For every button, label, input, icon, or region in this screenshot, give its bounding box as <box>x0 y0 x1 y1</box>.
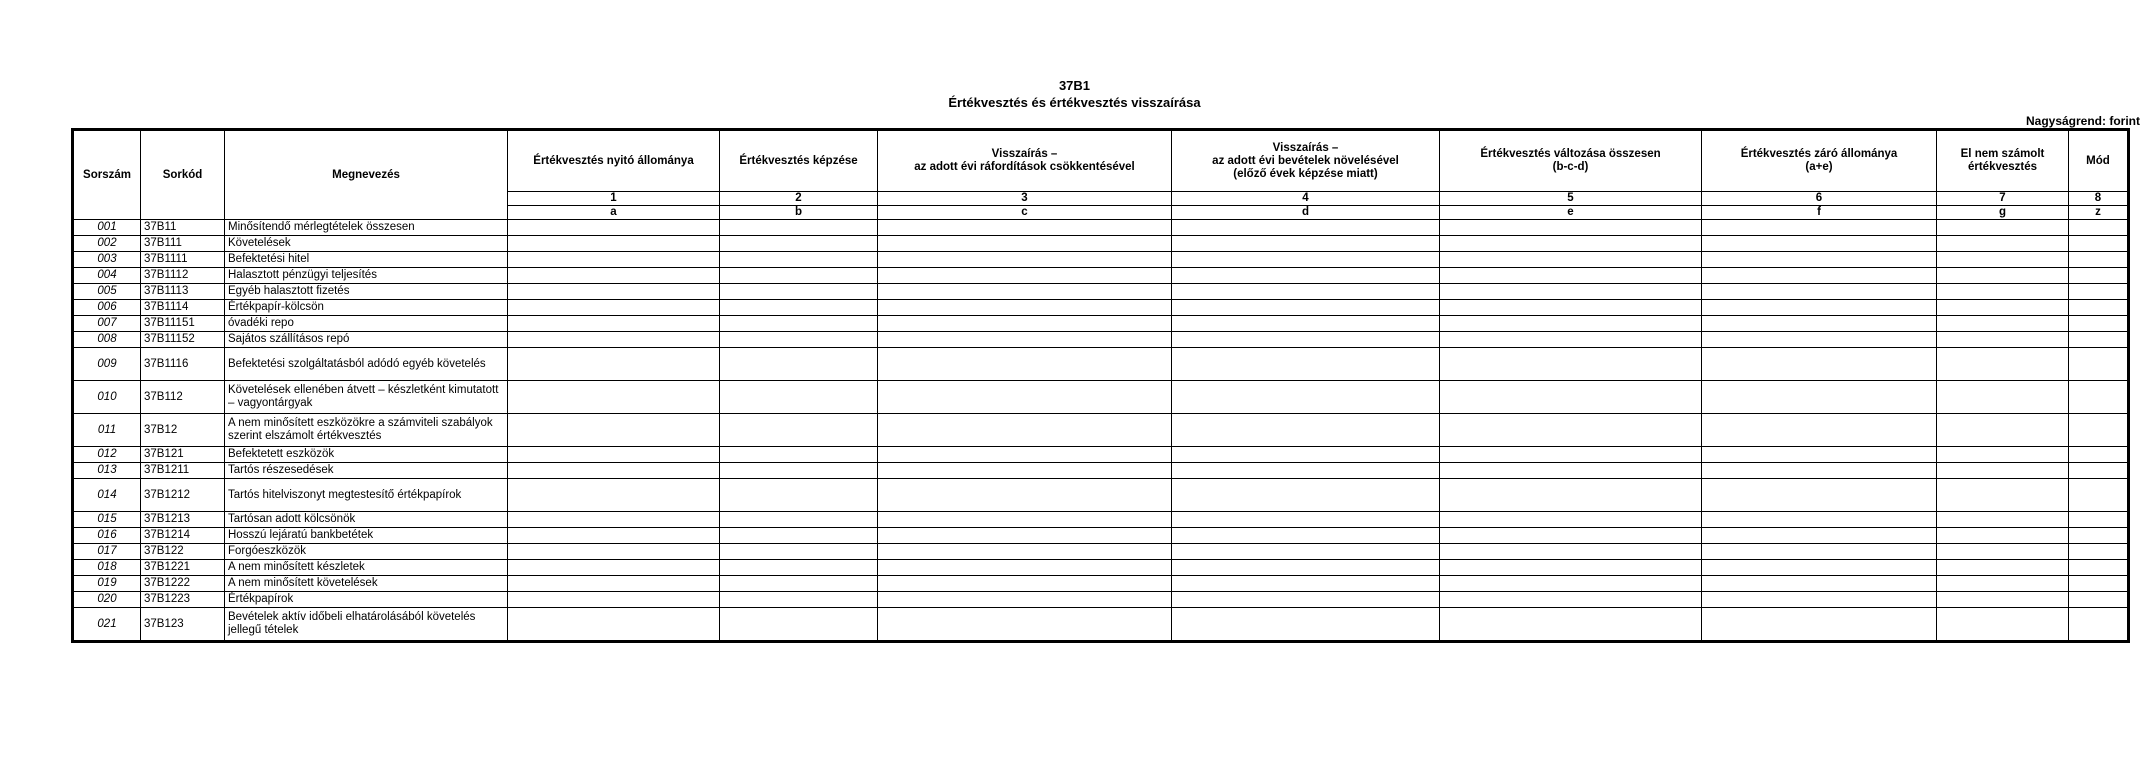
row-number: 010 <box>73 381 141 414</box>
row-name: A nem minősített követelések <box>225 576 508 592</box>
input-cell[interactable] <box>2069 348 2129 381</box>
input-cell[interactable] <box>1172 560 1440 576</box>
row-code: 37B1223 <box>141 592 225 608</box>
row-name: Értékpapír-kölcsön <box>225 300 508 316</box>
col-header-5-line2: (b-c-d) <box>1552 161 1589 173</box>
col-header-1: Értékvesztés nyitó állománya <box>508 130 720 192</box>
table-row <box>73 252 2129 268</box>
row-code: 37B1111 <box>141 252 225 268</box>
input-cell[interactable] <box>1172 300 1440 316</box>
row-name: Sajátos szállításos repó <box>225 332 508 348</box>
table-row <box>73 220 2129 236</box>
table-row <box>73 300 2129 316</box>
row-name: Befektetési szolgáltatásból adódó egyéb követelés <box>225 348 508 381</box>
input-cell[interactable] <box>1440 560 1702 576</box>
input-cell[interactable] <box>878 544 1172 560</box>
input-cell[interactable] <box>508 576 720 592</box>
input-cell[interactable] <box>508 268 720 284</box>
header-row <box>73 130 2129 192</box>
input-cell[interactable] <box>1172 316 1440 332</box>
input-cell[interactable] <box>1702 381 1937 414</box>
input-cell[interactable] <box>1937 381 2069 414</box>
input-cell[interactable] <box>508 332 720 348</box>
input-cell[interactable] <box>508 479 720 512</box>
row-number: 006 <box>73 300 141 316</box>
row-name: Tartós hitelviszonyt megtestesítő értékpapírok <box>225 479 508 512</box>
input-cell[interactable] <box>720 528 878 544</box>
input-cell[interactable] <box>1440 300 1702 316</box>
input-cell[interactable] <box>878 512 1172 528</box>
input-cell[interactable] <box>1440 316 1702 332</box>
input-cell[interactable] <box>2069 560 2129 576</box>
input-cell[interactable] <box>1702 284 1937 300</box>
input-cell[interactable] <box>508 348 720 381</box>
col-header-7-line1: El nem számolt <box>1960 148 2045 160</box>
col-header-4-line2: az adott évi bevételek növelésével <box>1212 154 1399 167</box>
input-cell[interactable] <box>1937 463 2069 479</box>
input-cell[interactable] <box>1172 479 1440 512</box>
table-row <box>73 268 2129 284</box>
input-cell[interactable] <box>2069 608 2129 642</box>
row-code: 37B123 <box>141 608 225 642</box>
col-header-2: Értékvesztés képzése <box>720 130 878 192</box>
input-cell[interactable] <box>1172 268 1440 284</box>
col-header-4-line3: (előző évek képzése miatt) <box>1233 167 1378 180</box>
input-cell[interactable] <box>720 479 878 512</box>
row-name: Forgóeszközök <box>225 544 508 560</box>
input-cell[interactable] <box>1440 348 1702 381</box>
col-header-5 <box>1440 130 1702 192</box>
table-row <box>73 544 2129 560</box>
row-name: Követelések <box>225 236 508 252</box>
input-cell[interactable] <box>720 544 878 560</box>
input-cell[interactable] <box>508 300 720 316</box>
row-number: 021 <box>73 608 141 642</box>
input-cell[interactable] <box>1172 592 1440 608</box>
input-cell[interactable] <box>878 284 1172 300</box>
col-number-7: 7 <box>1937 192 2069 206</box>
input-cell[interactable] <box>720 381 878 414</box>
input-cell[interactable] <box>720 592 878 608</box>
input-cell[interactable] <box>1440 332 1702 348</box>
col-header-6-line2: (a+e) <box>1805 161 1833 173</box>
table-row <box>73 332 2129 348</box>
col-number-3: 3 <box>878 192 1172 206</box>
row-number: 016 <box>73 528 141 544</box>
row-code: 37B122 <box>141 544 225 560</box>
row-number: 018 <box>73 560 141 576</box>
row-code: 37B1214 <box>141 528 225 544</box>
row-name: Tartós részesedések <box>225 463 508 479</box>
table-row <box>73 479 2129 512</box>
input-cell[interactable] <box>2069 479 2129 512</box>
input-cell[interactable] <box>1172 544 1440 560</box>
col-number-8: 8 <box>2069 192 2129 206</box>
input-cell[interactable] <box>720 414 878 447</box>
input-cell[interactable] <box>1440 592 1702 608</box>
row-code: 37B1116 <box>141 348 225 381</box>
input-cell[interactable] <box>1702 479 1937 512</box>
table-row <box>73 608 2129 642</box>
col-header-3 <box>878 130 1172 192</box>
input-cell[interactable] <box>878 381 1172 414</box>
input-cell[interactable] <box>1702 348 1937 381</box>
input-cell[interactable] <box>720 447 878 463</box>
input-cell[interactable] <box>878 463 1172 479</box>
input-cell[interactable] <box>1937 479 2069 512</box>
row-code: 37B1222 <box>141 576 225 592</box>
input-cell[interactable] <box>1702 236 1937 252</box>
input-cell[interactable] <box>1172 381 1440 414</box>
input-cell[interactable] <box>878 576 1172 592</box>
row-code: 37B11 <box>141 220 225 236</box>
input-cell[interactable] <box>508 447 720 463</box>
input-cell[interactable] <box>1937 576 2069 592</box>
row-code: 37B1211 <box>141 463 225 479</box>
input-cell[interactable] <box>1702 544 1937 560</box>
input-cell[interactable] <box>878 414 1172 447</box>
input-cell[interactable] <box>1937 348 2069 381</box>
input-cell[interactable] <box>1937 252 2069 268</box>
input-cell[interactable] <box>720 268 878 284</box>
input-cell[interactable] <box>2069 332 2129 348</box>
input-cell[interactable] <box>1440 608 1702 642</box>
input-cell[interactable] <box>508 252 720 268</box>
table-row <box>73 236 2129 252</box>
input-cell[interactable] <box>508 544 720 560</box>
input-cell[interactable] <box>1440 528 1702 544</box>
input-cell[interactable] <box>1172 576 1440 592</box>
input-cell[interactable] <box>720 576 878 592</box>
row-name: A nem minősített készletek <box>225 560 508 576</box>
input-cell[interactable] <box>720 463 878 479</box>
input-cell[interactable] <box>2069 544 2129 560</box>
input-cell[interactable] <box>2069 300 2129 316</box>
row-code: 37B1113 <box>141 284 225 300</box>
input-cell[interactable] <box>720 332 878 348</box>
input-cell[interactable] <box>1702 316 1937 332</box>
input-cell[interactable] <box>1937 560 2069 576</box>
row-number: 011 <box>73 414 141 447</box>
input-cell[interactable] <box>1937 528 2069 544</box>
row-name: Bevételek aktív időbeli elhatárolásából követelés jellegű tételek <box>225 608 508 642</box>
data-table <box>71 128 2130 643</box>
row-code: 37B1114 <box>141 300 225 316</box>
table-row <box>73 576 2129 592</box>
col-letter-f: f <box>1702 206 1937 220</box>
input-cell[interactable] <box>720 236 878 252</box>
input-cell[interactable] <box>720 284 878 300</box>
input-cell[interactable] <box>1702 220 1937 236</box>
row-code: 37B1221 <box>141 560 225 576</box>
input-cell[interactable] <box>878 220 1172 236</box>
row-name: Minősítendő mérlegtételek összesen <box>225 220 508 236</box>
input-cell[interactable] <box>878 236 1172 252</box>
table-row <box>73 528 2129 544</box>
input-cell[interactable] <box>1172 463 1440 479</box>
input-cell[interactable] <box>878 608 1172 642</box>
col-header-8: Mód <box>2069 130 2129 192</box>
table-row <box>73 463 2129 479</box>
input-cell[interactable] <box>508 381 720 414</box>
input-cell[interactable] <box>508 512 720 528</box>
input-cell[interactable] <box>1172 220 1440 236</box>
input-cell[interactable] <box>1937 236 2069 252</box>
input-cell[interactable] <box>508 608 720 642</box>
input-cell[interactable] <box>1702 560 1937 576</box>
row-code: 37B12 <box>141 414 225 447</box>
col-number-6: 6 <box>1702 192 1937 206</box>
table-row <box>73 560 2129 576</box>
input-cell[interactable] <box>2069 220 2129 236</box>
col-header-6 <box>1702 130 1937 192</box>
input-cell[interactable] <box>1440 447 1702 463</box>
input-cell[interactable] <box>508 528 720 544</box>
input-cell[interactable] <box>1937 414 2069 447</box>
input-cell[interactable] <box>878 560 1172 576</box>
form-title: Értékvesztés és értékvesztés visszaírása <box>948 95 1201 110</box>
input-cell[interactable] <box>1172 414 1440 447</box>
input-cell[interactable] <box>2069 414 2129 447</box>
input-cell[interactable] <box>878 592 1172 608</box>
input-cell[interactable] <box>1702 576 1937 592</box>
input-cell[interactable] <box>1702 463 1937 479</box>
col-header-6-line1: Értékvesztés záró állománya <box>1740 148 1898 160</box>
input-cell[interactable] <box>1937 332 2069 348</box>
row-name: A nem minősített eszközökre a számviteli szabályok szerint elszámolt értékvesztés <box>225 414 508 447</box>
input-cell[interactable] <box>508 414 720 447</box>
input-cell[interactable] <box>2069 592 2129 608</box>
table-row <box>73 381 2129 414</box>
col-number-4: 4 <box>1172 192 1440 206</box>
input-cell[interactable] <box>1172 447 1440 463</box>
input-cell[interactable] <box>1440 236 1702 252</box>
table-row <box>73 512 2129 528</box>
input-cell[interactable] <box>1172 252 1440 268</box>
input-cell[interactable] <box>508 463 720 479</box>
row-number: 007 <box>73 316 141 332</box>
input-cell[interactable] <box>1937 284 2069 300</box>
row-name: Befektetési hitel <box>225 252 508 268</box>
input-cell[interactable] <box>878 316 1172 332</box>
input-cell[interactable] <box>1937 512 2069 528</box>
input-cell[interactable] <box>508 220 720 236</box>
input-cell[interactable] <box>878 447 1172 463</box>
row-name: Értékpapírok <box>225 592 508 608</box>
input-cell[interactable] <box>1440 544 1702 560</box>
col-header-7-line2: értékvesztés <box>1967 161 2038 173</box>
row-name: óvadéki repo <box>225 316 508 332</box>
row-name: Egyéb halasztott fizetés <box>225 284 508 300</box>
input-cell[interactable] <box>2069 316 2129 332</box>
input-cell[interactable] <box>1937 316 2069 332</box>
row-number: 005 <box>73 284 141 300</box>
col-letter-g: g <box>1937 206 2069 220</box>
input-cell[interactable] <box>878 300 1172 316</box>
input-cell[interactable] <box>508 316 720 332</box>
col-letter-b: b <box>720 206 878 220</box>
row-number: 009 <box>73 348 141 381</box>
input-cell[interactable] <box>1702 332 1937 348</box>
input-cell[interactable] <box>2069 236 2129 252</box>
input-cell[interactable] <box>1702 512 1937 528</box>
col-header-3-line2: az adott évi ráfordítások csökkentésével <box>914 161 1135 173</box>
row-code: 37B11151 <box>141 316 225 332</box>
input-cell[interactable] <box>720 348 878 381</box>
row-number: 020 <box>73 592 141 608</box>
col-header-7 <box>1937 130 2069 192</box>
table-row <box>73 592 2129 608</box>
input-cell[interactable] <box>1702 608 1937 642</box>
input-cell[interactable] <box>878 252 1172 268</box>
col-header-megnevezes: Megnevezés <box>225 130 508 220</box>
row-number: 001 <box>73 220 141 236</box>
col-letter-e: e <box>1440 206 1702 220</box>
input-cell[interactable] <box>720 220 878 236</box>
row-number: 002 <box>73 236 141 252</box>
input-cell[interactable] <box>2069 447 2129 463</box>
input-cell[interactable] <box>720 512 878 528</box>
input-cell[interactable] <box>1440 381 1702 414</box>
table-row <box>73 414 2129 447</box>
input-cell[interactable] <box>1440 268 1702 284</box>
table-row <box>73 316 2129 332</box>
row-code: 37B112 <box>141 381 225 414</box>
col-header-5-line1: Értékvesztés változása összesen <box>1480 148 1661 160</box>
input-cell[interactable] <box>2069 268 2129 284</box>
col-number-1: 1 <box>508 192 720 206</box>
input-cell[interactable] <box>1440 284 1702 300</box>
input-cell[interactable] <box>878 268 1172 284</box>
table-row <box>73 447 2129 463</box>
col-letter-c: c <box>878 206 1172 220</box>
input-cell[interactable] <box>508 560 720 576</box>
row-name: Tartósan adott kölcsönök <box>225 512 508 528</box>
input-cell[interactable] <box>508 284 720 300</box>
form-code: 37B1 <box>1058 78 1091 93</box>
row-code: 37B111 <box>141 236 225 252</box>
input-cell[interactable] <box>1172 236 1440 252</box>
input-cell[interactable] <box>508 236 720 252</box>
input-cell[interactable] <box>1440 463 1702 479</box>
col-letter-d: d <box>1172 206 1440 220</box>
input-cell[interactable] <box>1937 608 2069 642</box>
input-cell[interactable] <box>1702 414 1937 447</box>
col-header-3-line1: Visszaírás – <box>991 148 1058 160</box>
input-cell[interactable] <box>2069 512 2129 528</box>
input-cell[interactable] <box>1702 528 1937 544</box>
input-cell[interactable] <box>1440 576 1702 592</box>
row-code: 37B1213 <box>141 512 225 528</box>
input-cell[interactable] <box>2069 576 2129 592</box>
input-cell[interactable] <box>1172 284 1440 300</box>
row-name: Követelések ellenében átvett – készletként kimutatott – vagyontárgyak <box>225 381 508 414</box>
input-cell[interactable] <box>1440 220 1702 236</box>
input-cell[interactable] <box>1172 512 1440 528</box>
table-row <box>73 284 2129 300</box>
input-cell[interactable] <box>2069 463 2129 479</box>
row-code: 37B1112 <box>141 268 225 284</box>
row-code: 37B11152 <box>141 332 225 348</box>
input-cell[interactable] <box>720 316 878 332</box>
input-cell[interactable] <box>1702 268 1937 284</box>
col-header-4-line1: Visszaírás – <box>1272 141 1339 154</box>
input-cell[interactable] <box>720 560 878 576</box>
row-number: 017 <box>73 544 141 560</box>
col-header-sorszam: Sorszám <box>73 130 141 220</box>
col-number-2: 2 <box>720 192 878 206</box>
input-cell[interactable] <box>2069 284 2129 300</box>
input-cell[interactable] <box>1702 447 1937 463</box>
input-cell[interactable] <box>1172 608 1440 642</box>
unit-label: Nagyságrend: forint <box>2025 114 2140 128</box>
input-cell[interactable] <box>2069 252 2129 268</box>
input-cell[interactable] <box>1440 512 1702 528</box>
input-cell[interactable] <box>1440 414 1702 447</box>
row-number: 012 <box>73 447 141 463</box>
row-code: 37B121 <box>141 447 225 463</box>
row-number: 008 <box>73 332 141 348</box>
input-cell[interactable] <box>1440 252 1702 268</box>
row-number: 003 <box>73 252 141 268</box>
input-cell[interactable] <box>1937 220 2069 236</box>
input-cell[interactable] <box>1937 268 2069 284</box>
input-cell[interactable] <box>1172 528 1440 544</box>
input-cell[interactable] <box>878 332 1172 348</box>
input-cell[interactable] <box>878 479 1172 512</box>
input-cell[interactable] <box>720 608 878 642</box>
col-letter-a: a <box>508 206 720 220</box>
col-letter-z: z <box>2069 206 2129 220</box>
input-cell[interactable] <box>1937 544 2069 560</box>
input-cell[interactable] <box>1440 479 1702 512</box>
row-number: 013 <box>73 463 141 479</box>
input-cell[interactable] <box>878 348 1172 381</box>
row-number: 014 <box>73 479 141 512</box>
col-header-4 <box>1172 130 1440 192</box>
col-header-sorkod: Sorkód <box>141 130 225 220</box>
col-number-5: 5 <box>1440 192 1702 206</box>
input-cell[interactable] <box>1172 348 1440 381</box>
input-cell[interactable] <box>1702 252 1937 268</box>
input-cell[interactable] <box>720 300 878 316</box>
input-cell[interactable] <box>1172 332 1440 348</box>
row-number: 015 <box>73 512 141 528</box>
row-name: Befektetett eszközök <box>225 447 508 463</box>
input-cell[interactable] <box>720 252 878 268</box>
input-cell[interactable] <box>1702 300 1937 316</box>
input-cell[interactable] <box>508 592 720 608</box>
input-cell[interactable] <box>1937 447 2069 463</box>
input-cell[interactable] <box>1937 300 2069 316</box>
row-name: Halasztott pénzügyi teljesítés <box>225 268 508 284</box>
row-number: 019 <box>73 576 141 592</box>
input-cell[interactable] <box>2069 381 2129 414</box>
row-number: 004 <box>73 268 141 284</box>
row-name: Hosszú lejáratú bankbetétek <box>225 528 508 544</box>
input-cell[interactable] <box>1702 592 1937 608</box>
input-cell[interactable] <box>1937 592 2069 608</box>
input-cell[interactable] <box>878 528 1172 544</box>
input-cell[interactable] <box>2069 528 2129 544</box>
row-code: 37B1212 <box>141 479 225 512</box>
table-row <box>73 348 2129 381</box>
